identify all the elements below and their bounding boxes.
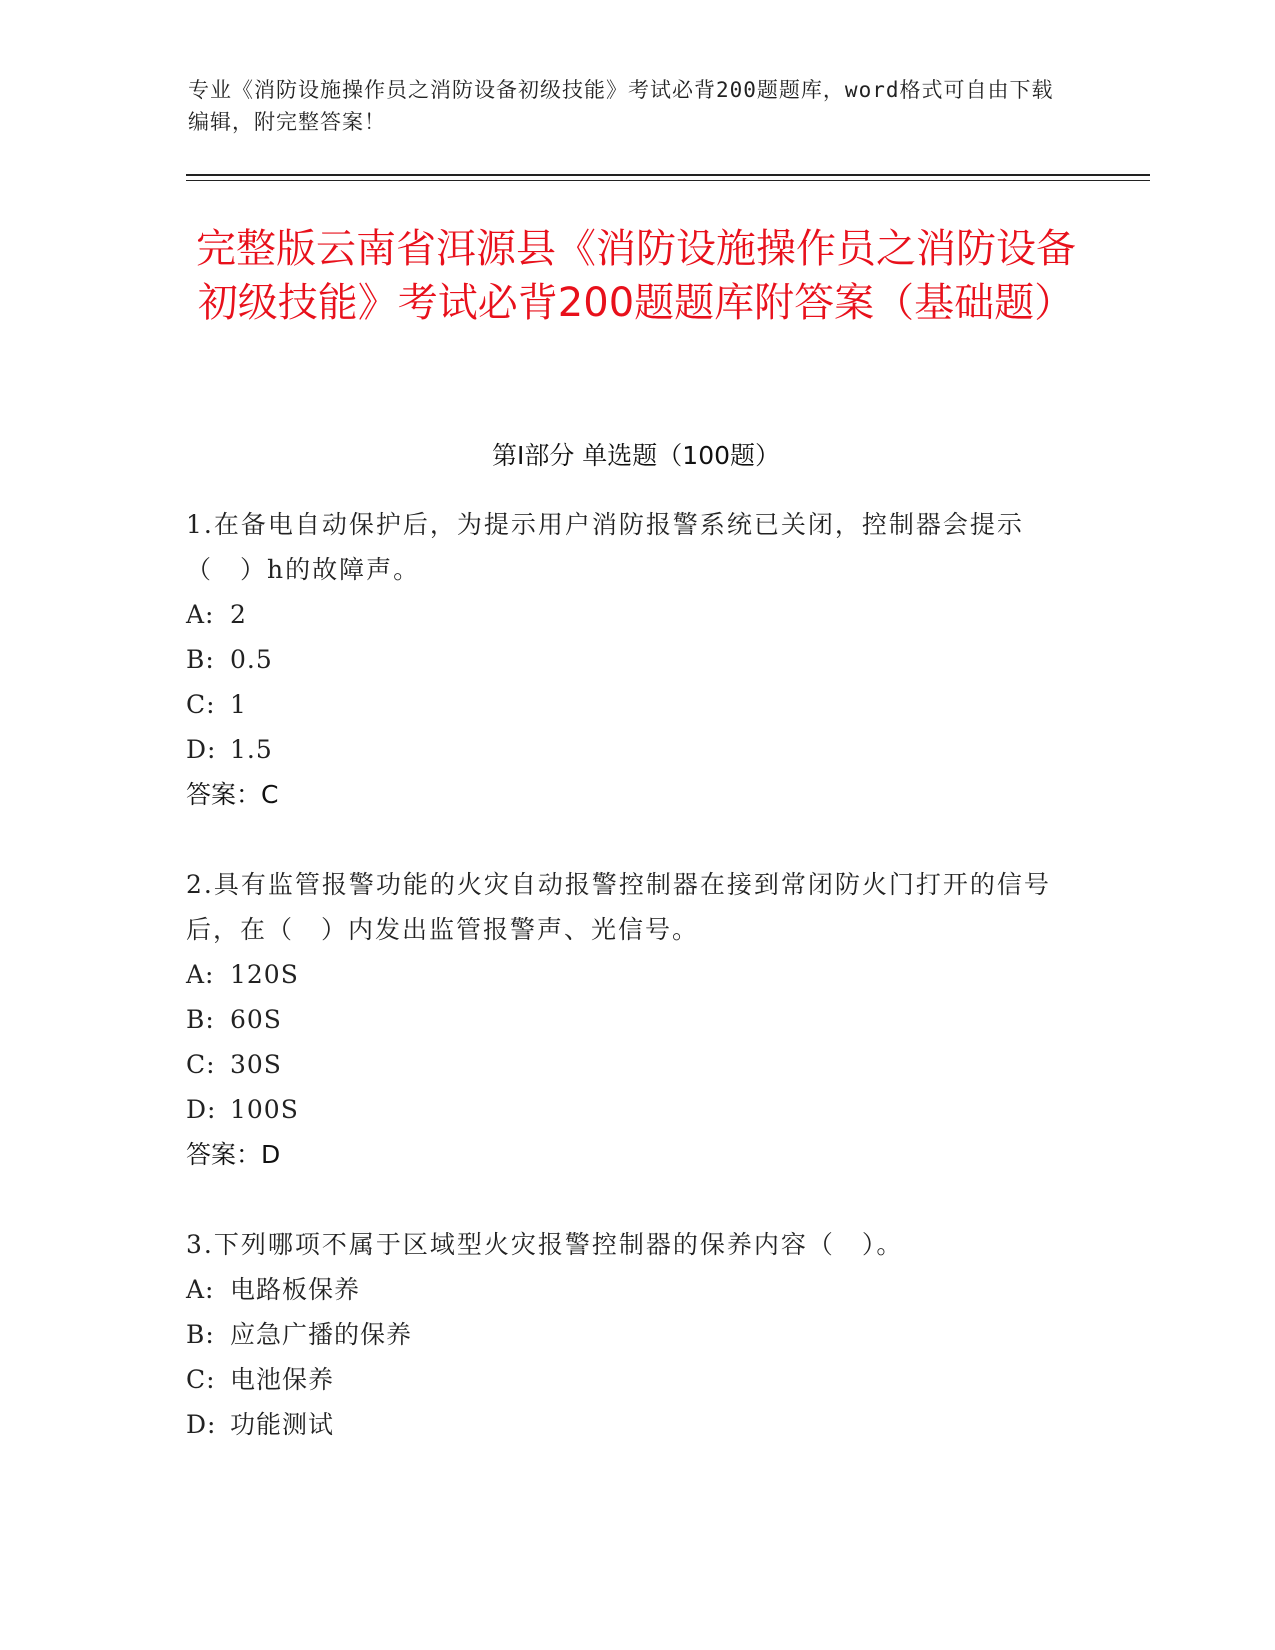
option-a — [186, 592, 1086, 637]
document-title: 完整版云南省洱源县《消防设施操作员之消防设备初级技能》考试必背200题题库附答案（基础题） — [196, 226, 1076, 326]
option-d — [186, 1402, 1086, 1447]
option-letter: A: — [186, 960, 215, 989]
option-letter: A: — [186, 600, 215, 629]
option-letter: A: — [186, 1275, 215, 1304]
option-d — [186, 727, 1086, 772]
answer: 答案：D — [186, 1140, 281, 1169]
header-note: 专业《消防设施操作员之消防设备初级技能》考试必背200题题库，word格式可自由下载编辑，附完整答案！ — [188, 78, 1054, 134]
option-text: 1.5 — [230, 735, 273, 764]
option-b — [186, 997, 1086, 1042]
header-divider-thick — [186, 174, 1150, 176]
question-stem: 2.具有监管报警功能的火灾自动报警控制器在接到常闭防火门打开的信号后，在（ ）内发出监管报警声、光信号。 — [186, 870, 1051, 944]
question-3 — [186, 1222, 1086, 1447]
option-text: 电路板保养 — [230, 1275, 361, 1304]
option-c — [186, 682, 1086, 727]
option-text: 0.5 — [230, 645, 273, 674]
option-a — [186, 1267, 1086, 1312]
question-stem: 1.在备电自动保护后，为提示用户消防报警系统已关闭，控制器会提示（ ）h的故障声。 — [186, 510, 1024, 584]
option-letter: D: — [186, 1410, 217, 1439]
question-1 — [186, 502, 1086, 817]
option-letter: C: — [186, 690, 216, 719]
option-letter: C: — [186, 1365, 216, 1394]
option-text: 120S — [230, 960, 299, 989]
option-b — [186, 637, 1086, 682]
option-letter: D: — [186, 1095, 217, 1124]
option-a — [186, 952, 1086, 997]
option-letter: C: — [186, 1050, 216, 1079]
option-text: 2 — [230, 600, 247, 629]
option-text: 60S — [230, 1005, 282, 1034]
header-divider-thin — [186, 180, 1150, 181]
option-c — [186, 1042, 1086, 1087]
option-b — [186, 1312, 1086, 1357]
option-d — [186, 1087, 1086, 1132]
option-letter: B: — [186, 1005, 215, 1034]
question-stem: 3.下列哪项不属于区域型火灾报警控制器的保养内容（ ）。 — [186, 1230, 904, 1259]
question-2 — [186, 862, 1086, 1177]
option-letter: B: — [186, 645, 215, 674]
option-letter: B: — [186, 1320, 215, 1349]
option-text: 100S — [230, 1095, 299, 1124]
option-text: 应急广播的保养 — [230, 1320, 413, 1349]
option-text: 电池保养 — [230, 1365, 335, 1394]
option-text: 1 — [230, 690, 247, 719]
option-text: 功能测试 — [230, 1410, 335, 1439]
option-c — [186, 1357, 1086, 1402]
section-heading: 第Ⅰ部分 单选题（100题） — [491, 441, 781, 470]
option-letter: D: — [186, 735, 217, 764]
option-text: 30S — [230, 1050, 282, 1079]
answer: 答案：C — [186, 780, 279, 809]
